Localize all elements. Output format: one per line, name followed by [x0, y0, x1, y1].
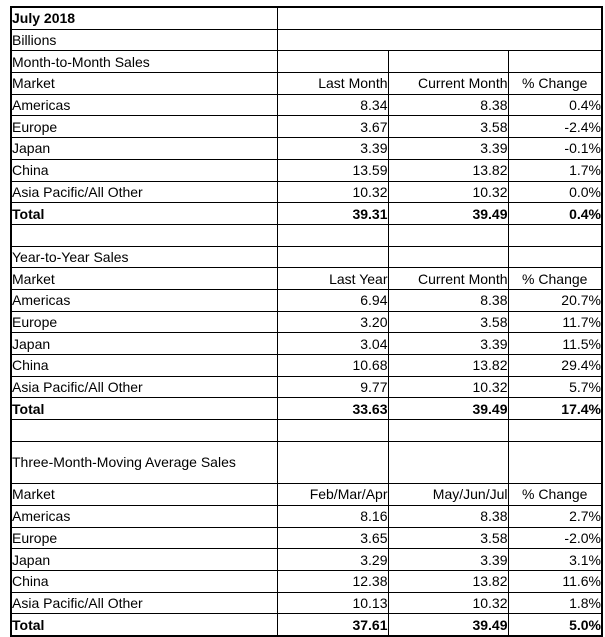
value-cell: 3.39: [388, 549, 508, 571]
pct-cell: 2.7%: [508, 505, 602, 527]
value-cell: 13.82: [388, 570, 508, 592]
value-cell: 10.32: [388, 376, 508, 398]
empty-cell: [277, 29, 602, 51]
market-name-cell: Japan: [11, 138, 277, 160]
data-row: [11, 570, 602, 592]
report-title: July 2018: [11, 7, 277, 29]
market-name-cell: China: [11, 355, 277, 377]
empty-cell: [388, 441, 508, 483]
total-value-cell: 39.31: [277, 203, 388, 225]
total-value-cell: 37.61: [277, 614, 388, 636]
column-header-value1: Last Year: [277, 268, 388, 290]
value-cell: 3.58: [388, 311, 508, 333]
column-header-value2: May/Jun/Jul: [388, 484, 508, 506]
total-value-cell: 39.49: [388, 614, 508, 636]
column-header-value2: Current Month: [388, 268, 508, 290]
value-cell: 13.59: [277, 159, 388, 181]
empty-cell: [508, 224, 602, 246]
market-name-cell: Europe: [11, 311, 277, 333]
value-cell: 12.38: [277, 570, 388, 592]
market-name-cell: Japan: [11, 549, 277, 571]
market-name-cell: Asia Pacific/All Other: [11, 376, 277, 398]
total-pct-cell: 17.4%: [508, 398, 602, 420]
value-cell: 10.68: [277, 355, 388, 377]
empty-cell: [388, 246, 508, 268]
column-header-pct: % Change: [508, 484, 602, 506]
total-row: [11, 398, 602, 420]
data-row: [11, 289, 602, 311]
value-cell: 3.67: [277, 116, 388, 138]
data-row: [11, 311, 602, 333]
pct-cell: -2.4%: [508, 116, 602, 138]
column-header-market: Market: [11, 484, 277, 506]
empty-cell: [388, 224, 508, 246]
market-name-cell: Japan: [11, 333, 277, 355]
total-row: [11, 614, 602, 636]
empty-cell: [277, 51, 388, 73]
empty-cell: [277, 246, 388, 268]
section-title-row: [11, 246, 602, 268]
empty-cell: [508, 420, 602, 442]
section-title-row: [11, 441, 602, 483]
pct-cell: 0.4%: [508, 94, 602, 116]
total-pct-cell: 5.0%: [508, 614, 602, 636]
section-header-row: [11, 484, 602, 506]
pct-cell: 1.7%: [508, 159, 602, 181]
empty-cell: [508, 51, 602, 73]
value-cell: 13.82: [388, 159, 508, 181]
value-cell: 3.58: [388, 116, 508, 138]
total-row: [11, 203, 602, 225]
empty-cell: [388, 420, 508, 442]
total-value-cell: 39.49: [388, 398, 508, 420]
value-cell: 9.77: [277, 376, 388, 398]
empty-cell: [277, 224, 388, 246]
empty-cell: [388, 51, 508, 73]
section-title: Month-to-Month Sales: [11, 51, 277, 73]
market-name-cell: Europe: [11, 116, 277, 138]
section-header-row: [11, 73, 602, 95]
units-label: Billions: [11, 29, 277, 51]
value-cell: 3.29: [277, 549, 388, 571]
data-row: [11, 94, 602, 116]
market-name-cell: China: [11, 159, 277, 181]
total-value-cell: 33.63: [277, 398, 388, 420]
pct-cell: 1.8%: [508, 592, 602, 614]
spreadsheet-print-area: [10, 6, 603, 637]
pct-cell: 11.7%: [508, 311, 602, 333]
units-row: [11, 29, 602, 51]
empty-cell: [277, 7, 602, 29]
pct-cell: 3.1%: [508, 549, 602, 571]
value-cell: 3.39: [388, 333, 508, 355]
market-name-cell: Americas: [11, 505, 277, 527]
empty-cell: [11, 224, 277, 246]
market-name-cell: Americas: [11, 94, 277, 116]
total-label-cell: Total: [11, 203, 277, 225]
empty-cell: [11, 420, 277, 442]
value-cell: 3.20: [277, 311, 388, 333]
pct-cell: 29.4%: [508, 355, 602, 377]
value-cell: 10.32: [388, 592, 508, 614]
data-row: [11, 181, 602, 203]
section-title: Year-to-Year Sales: [11, 246, 277, 268]
empty-cell: [277, 441, 388, 483]
value-cell: 3.58: [388, 527, 508, 549]
empty-cell: [508, 246, 602, 268]
data-row: [11, 138, 602, 160]
value-cell: 10.13: [277, 592, 388, 614]
pct-cell: 11.6%: [508, 570, 602, 592]
spacer-row: [11, 420, 602, 442]
column-header-pct: % Change: [508, 73, 602, 95]
value-cell: 3.39: [388, 138, 508, 160]
section-header-row: [11, 268, 602, 290]
pct-cell: 0.0%: [508, 181, 602, 203]
column-header-pct: % Change: [508, 268, 602, 290]
pct-cell: 11.5%: [508, 333, 602, 355]
data-row: [11, 505, 602, 527]
data-row: [11, 159, 602, 181]
data-row: [11, 527, 602, 549]
data-row: [11, 376, 602, 398]
total-value-cell: 39.49: [388, 203, 508, 225]
column-header-market: Market: [11, 73, 277, 95]
section-title-row: [11, 51, 602, 73]
total-label-cell: Total: [11, 398, 277, 420]
spacer-row: [11, 224, 602, 246]
total-label-cell: Total: [11, 614, 277, 636]
value-cell: 8.38: [388, 289, 508, 311]
market-name-cell: Asia Pacific/All Other: [11, 592, 277, 614]
value-cell: 8.38: [388, 94, 508, 116]
data-row: [11, 355, 602, 377]
data-row: [11, 549, 602, 571]
value-cell: 10.32: [277, 181, 388, 203]
pct-cell: 20.7%: [508, 289, 602, 311]
value-cell: 13.82: [388, 355, 508, 377]
value-cell: 8.34: [277, 94, 388, 116]
sales-table: [10, 6, 603, 637]
empty-cell: [277, 420, 388, 442]
value-cell: 3.65: [277, 527, 388, 549]
pct-cell: -0.1%: [508, 138, 602, 160]
market-name-cell: Asia Pacific/All Other: [11, 181, 277, 203]
data-row: [11, 116, 602, 138]
column-header-value1: Feb/Mar/Apr: [277, 484, 388, 506]
value-cell: 6.94: [277, 289, 388, 311]
empty-cell: [508, 441, 602, 483]
section-title: Three-Month-Moving Average Sales: [11, 441, 277, 483]
market-name-cell: Americas: [11, 289, 277, 311]
value-cell: 3.04: [277, 333, 388, 355]
column-header-value2: Current Month: [388, 73, 508, 95]
total-pct-cell: 0.4%: [508, 203, 602, 225]
pct-cell: -2.0%: [508, 527, 602, 549]
column-header-value1: Last Month: [277, 73, 388, 95]
column-header-market: Market: [11, 268, 277, 290]
title-row: [11, 7, 602, 29]
value-cell: 3.39: [277, 138, 388, 160]
market-name-cell: China: [11, 570, 277, 592]
value-cell: 8.38: [388, 505, 508, 527]
value-cell: 8.16: [277, 505, 388, 527]
data-row: [11, 333, 602, 355]
pct-cell: 5.7%: [508, 376, 602, 398]
value-cell: 10.32: [388, 181, 508, 203]
market-name-cell: Europe: [11, 527, 277, 549]
